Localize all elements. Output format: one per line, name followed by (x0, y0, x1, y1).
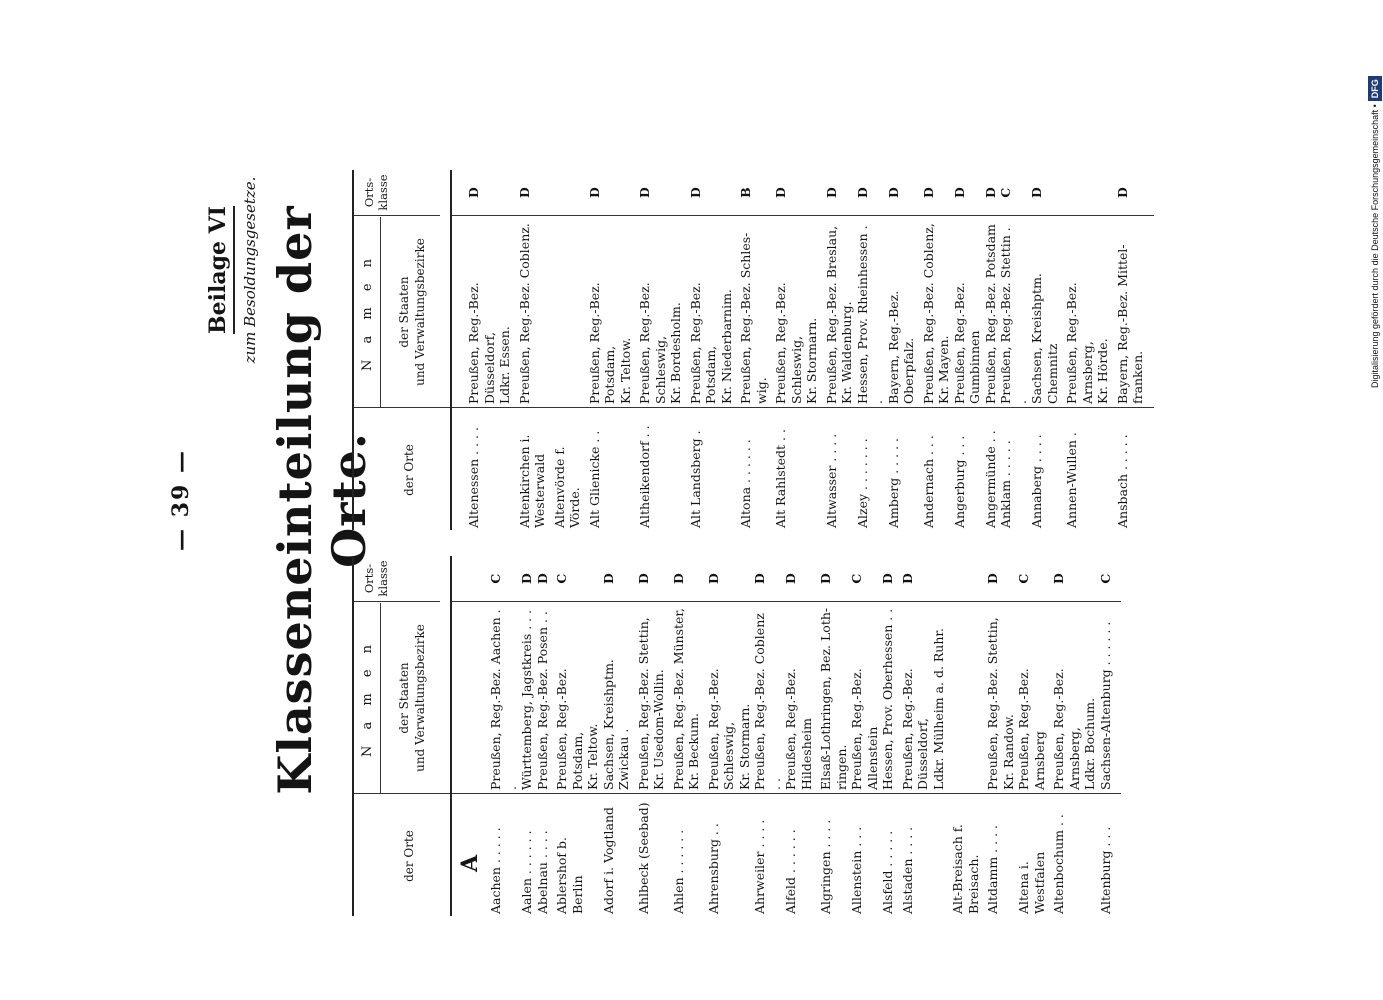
klasse-line-1: Orts- (362, 177, 376, 208)
place-name-cell: Alzey . . . . . . . (854, 438, 870, 528)
column-header-namen-group (354, 217, 450, 408)
class-cell: D (885, 187, 901, 199)
class-cell: D (586, 187, 602, 199)
class-cell: C (849, 573, 864, 584)
class-cell: D (854, 187, 870, 199)
table-row (706, 556, 753, 916)
digitization-credit (1368, 8, 1382, 388)
place-name-cell: Andernach . . . (920, 435, 936, 528)
place-name-cell: Altena i. Westfalen (1016, 851, 1047, 914)
class-cell: C (488, 573, 503, 584)
place-name-cell: Alt Glienicke . . (586, 430, 602, 528)
class-cell: D (899, 573, 915, 585)
place-name-cell: Altheikendorf . . (637, 425, 652, 528)
column-header-ort: der Orte (402, 830, 416, 882)
column-header-ortsklasse (354, 556, 440, 602)
page-title: Klasseneinteilung der Orte. (268, 205, 376, 795)
state-district-cell: Hessen, Prov. Oberhessen . . (880, 608, 895, 790)
place-name-cell: Altenbochum . . (1051, 814, 1066, 914)
class-cell: D (951, 187, 967, 199)
table-row (773, 170, 820, 530)
state-district-cell: Sachsen-Altenburg . . . . . . (1097, 621, 1113, 790)
class-cell: D (773, 187, 788, 199)
place-name-cell: Aachen . . . . . (488, 827, 503, 914)
place-name-cell: Alsfeld . . . . . (880, 830, 895, 914)
place-name-cell: Anklam . . . . . (998, 440, 1013, 528)
header-divider (380, 603, 381, 793)
place-name-cell: Angerburg . . . (951, 435, 967, 528)
place-name-cell: Alt Landsberg . (687, 430, 703, 528)
column-header-ort: der Orte (402, 444, 416, 496)
class-cell: D (534, 573, 550, 585)
table-row (985, 556, 1016, 916)
table-row (535, 556, 551, 916)
class-cell: D (818, 573, 833, 585)
column-header-namen: N a m e n (360, 638, 375, 758)
place-name-cell: Alfeld . . . . . . (783, 829, 798, 914)
place-name-cell: Ahrweiler . . . . (752, 819, 767, 914)
page-number: — 39 — (168, 449, 194, 551)
table-header (352, 556, 452, 916)
table-row (1064, 170, 1111, 530)
table-row (921, 170, 952, 530)
state-district-cell: Preußen, Reg.-Bez. Posen . . (534, 611, 550, 790)
state-district-cell: Preußen, Reg.-Bez. Schleswig, Kr. Stormarn. (773, 282, 819, 404)
klasse-line-2: klasse (376, 174, 390, 211)
table-row (688, 170, 735, 530)
class-cell: D (516, 187, 532, 199)
place-name-cell: Annaberg . . . . (1029, 434, 1044, 528)
state-district-cell: Preußen, Reg.-Bez. Aachen . . (488, 609, 519, 790)
place-name-cell: Altwasser . . . . (823, 433, 839, 528)
class-cell: C (1016, 573, 1031, 584)
klasse-line-2: klasse (376, 560, 390, 597)
column-divider (452, 601, 1121, 602)
column-header-ortsklasse (354, 170, 440, 216)
klasse-line-1: Orts- (362, 563, 376, 594)
state-district-cell: Preußen, Reg.-Bez. Hildesheim (783, 668, 814, 790)
table-row (818, 556, 849, 916)
class-cell: D (985, 573, 1000, 585)
class-cell: C (1097, 573, 1113, 584)
place-name-cell: Amberg . . . . . (885, 438, 901, 528)
table-row (950, 556, 981, 916)
place-name-cell: Adorf i. Vogtland (600, 806, 616, 914)
state-district-cell: Sachsen, Kreishptm. Chemnitz (1029, 273, 1060, 404)
staaten-line-2: und Verwaltungsbezirke (413, 624, 427, 772)
class-cell: D (752, 573, 767, 585)
table-row (671, 556, 702, 916)
table-row (738, 170, 769, 530)
class-cell: D (635, 573, 651, 585)
state-district-cell: Preußen, Reg.-Bez. Düsseldorf, Ldkr. Mülheim a. d. Ruhr. (899, 628, 946, 790)
state-district-cell: Preußen, Reg.-Bez. Allenstein (849, 668, 880, 790)
table-row (983, 170, 999, 530)
column-divider (452, 407, 1154, 408)
place-name-cell: Alt-Breisach f. Breisach. (950, 824, 981, 914)
state-district-cell: Preußen, Reg.-Bez. Coblenz. (516, 223, 532, 404)
place-name-cell: Annen-Wullen . (1064, 432, 1079, 528)
table-row (1051, 556, 1098, 916)
credit-text: Digitalisierung gefördert durch die Deutsche Forschungsgemeinschaft • (1370, 104, 1380, 388)
state-district-cell: Preußen, Reg.-Bez. Gumbinnen (951, 282, 982, 404)
place-name-cell: Allenstein . . . (849, 826, 864, 914)
class-cell: C (998, 187, 1013, 198)
appendix-label: Beilage VI (205, 206, 235, 334)
class-cell: D (705, 573, 721, 585)
class-cell: D (670, 573, 686, 585)
header-divider (380, 217, 381, 407)
table-row (519, 556, 535, 916)
column-header-namen: N a m e n (360, 252, 375, 372)
table-row (636, 556, 667, 916)
state-district-cell: Preußen, Reg.-Bez. Schleswig, Kr. Stormarn. (705, 668, 752, 790)
column-divider (452, 215, 1154, 216)
class-cell: D (600, 573, 616, 585)
state-district-cell: Elsaß-Lothringen, Bez. Loth- ringen. (818, 607, 849, 790)
class-cell: D (466, 187, 481, 199)
class-cell: D (823, 187, 839, 199)
place-name-cell: Altenburg . . . (1097, 826, 1113, 914)
class-cell: B (738, 187, 753, 198)
state-district-cell: Preußen, Reg.-Bez. Potsdam, Kr. Teltow. (586, 282, 633, 404)
appendix-subtitle: zum Besoldungsgesetze. (241, 176, 259, 364)
state-district-cell: Preußen, Reg.-Bez. Stettin, Kr. Usedom-Wollin. (635, 617, 666, 790)
staaten-line-2: und Verwaltungsbezirke (413, 238, 427, 386)
table-row (552, 170, 583, 530)
class-cell: D (637, 187, 652, 199)
state-district-cell: Preußen, Reg.-Bez. Arnsberg (1016, 668, 1047, 790)
state-district-cell: Bayern, Reg.-Bez. Oberpfalz. (885, 290, 916, 404)
column-header-staaten (396, 603, 428, 793)
table-row (554, 556, 601, 916)
table-row (1016, 556, 1047, 916)
table-row (587, 170, 634, 530)
place-name-cell: Ahlen . . . . . . (670, 829, 686, 914)
class-cell: D (687, 187, 703, 199)
state-district-cell: Preußen, Reg.-Bez. Münster, Kr. Beckum. (670, 607, 701, 790)
place-name-cell: Angermünde . . (982, 430, 998, 528)
table-row (880, 556, 896, 916)
table-row (824, 170, 855, 530)
table-row (1115, 170, 1146, 530)
place-name-cell: Altona . . . . . . (738, 439, 753, 528)
staaten-line-1: der Staaten (397, 662, 411, 734)
state-district-cell: Hessen, Prov. Rheinhessen . . (854, 225, 885, 404)
classification-table-right (352, 170, 1146, 530)
table-row (637, 170, 684, 530)
table-row (1098, 556, 1114, 916)
classification-table-left (352, 556, 1113, 916)
place-name-cell: Alstaden . . . . (899, 826, 915, 914)
table-body-right (452, 170, 1146, 530)
table-row (886, 170, 917, 530)
table-row (855, 170, 886, 530)
place-name-cell: Ablershof b. Berlin (554, 837, 585, 914)
state-district-cell: Preußen, Reg.-Bez. Stettin, Kr. Randow. (985, 617, 1016, 790)
place-name-cell: Alt Rahlstedt . . (773, 429, 788, 528)
table-header (352, 170, 452, 530)
table-row (752, 556, 783, 916)
state-district-cell: Preußen, Reg.-Bez. Potsdam, Kr. Niederbarnim. (687, 282, 734, 404)
class-cell: D (519, 573, 534, 585)
table-row (952, 170, 983, 530)
class-cell: D (1114, 187, 1130, 199)
table-row (900, 556, 947, 916)
digitization-credit-text (1368, 8, 1382, 388)
state-district-cell: Preußen, Reg.-Bez. Stettin . . (998, 227, 1029, 404)
table-row (601, 556, 632, 916)
state-district-cell: Sachsen, Kreishptm. Zwickau . (600, 659, 631, 790)
table-row (783, 556, 814, 916)
place-name-cell: Altenessen . . . . (466, 427, 481, 528)
state-district-cell: Preußen, Reg.-Bez. Coblenz, Kr. Mayen. (920, 223, 951, 404)
state-district-cell: Preußen, Reg.-Bez. Düsseldorf, Ldkr. Essen. (466, 282, 512, 404)
state-district-cell: Preußen, Reg.-Bez. Coblenz . . (752, 613, 783, 790)
class-cell: D (1051, 573, 1066, 585)
section-letter: A (457, 854, 483, 872)
place-name-cell: Ansbach . . . . . (1114, 434, 1130, 528)
place-name-cell: Aalen . . . . . . (519, 830, 534, 914)
state-district-cell: Bayern, Reg.-Bez. Mittel- franken. (1114, 244, 1145, 404)
state-district-cell: Preußen, Reg.-Bez. Arnsberg, Ldkr. Bochum. (1051, 668, 1097, 790)
place-name-cell: Abelnau . . . . (534, 830, 550, 914)
state-district-cell: Preußen, Reg.-Bez. Schles- wig. (738, 232, 769, 404)
state-district-cell: Preußen, Reg.-Bez. Breslau, Kr. Waldenburg. (823, 225, 854, 404)
class-cell: D (783, 573, 798, 585)
column-divider (452, 793, 1121, 794)
column-header-namen-group (354, 603, 450, 794)
state-district-cell: Württemberg, Jagstkreis . . . (519, 609, 534, 790)
place-name-cell: Ahlbeck (Seebad) (635, 802, 651, 914)
place-name-cell: Altdamm . . . . (985, 825, 1000, 914)
table-row (998, 170, 1029, 530)
table-body-left (452, 556, 1113, 916)
state-district-cell: Preußen, Reg.-Bez. Schleswig, Kr. Bordesholm. (637, 282, 683, 404)
appendix-heading (205, 140, 259, 400)
class-cell: D (920, 187, 936, 199)
class-cell: D (982, 187, 998, 199)
table-row (849, 556, 880, 916)
state-district-cell: Preußen, Reg.-Bez. Potsdam (982, 224, 998, 404)
class-cell: C (554, 573, 569, 584)
dfg-logo: DFG (1368, 76, 1382, 101)
staaten-line-1: der Staaten (397, 276, 411, 348)
table-row (1029, 170, 1060, 530)
table-row (517, 170, 548, 530)
place-name-cell: Altenvörde f. Vörde. (551, 446, 582, 528)
state-district-cell: Preußen, Reg.-Bez. Arnsberg, Kr. Hörde. (1064, 282, 1110, 404)
state-district-cell: Preußen, Reg.-Bez. Potsdam, Kr. Teltow. (554, 668, 600, 790)
table-row (466, 170, 513, 530)
class-cell: D (1029, 187, 1044, 199)
place-name-cell: Ahrensburg . . (705, 823, 721, 914)
place-name-cell: Algringen . . . . (818, 819, 833, 914)
column-header-staaten (396, 217, 428, 407)
class-cell: D (880, 573, 895, 585)
place-name-cell: Altenkirchen i. Westerwald (516, 434, 547, 528)
table-row (488, 556, 519, 916)
